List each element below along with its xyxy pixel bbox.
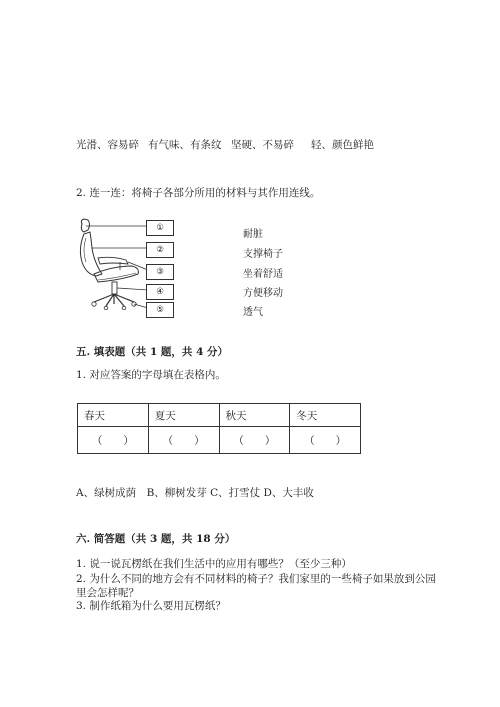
answer-blank-winter[interactable]: （ ） [290,427,361,454]
season-cell-spring: 春天 [78,404,149,427]
answer-blank-autumn[interactable]: （ ） [219,427,290,454]
season-cell-autumn: 秋天 [219,404,290,427]
section-6-question-2-line-1: 2. 为什么不同的地方会有不同材料的椅子？我们家里的一些椅子如果放到公园 [76,573,436,585]
section-5-title: 五. 填表题（共 1 题，共 4 分） [76,346,229,358]
function-5: 透气 [243,307,263,318]
property-4: 轻、颜色鲜艳 [311,139,374,151]
material-properties-row [76,137,396,151]
section-5-options: A、绿树成荫 B、柳树发芽 C、打雪仗 D、大丰收 [76,487,314,499]
property-1: 光滑、容易碎 [76,139,139,151]
function-1: 耐脏 [243,229,263,240]
season-cell-summer: 夏天 [148,404,219,427]
section-6-question-3: 3. 制作纸箱为什么要用瓦楞纸？ [76,600,226,612]
section-6-title: 六. 简答题（共 3 题，共 18 分） [76,533,236,545]
section-6-question-2-line-2: 里会怎样呢？ [76,587,139,599]
season-cell-winter: 冬天 [290,404,361,427]
answer-blank-summer[interactable]: （ ） [148,427,219,454]
label-box-3: ③ [146,264,174,280]
property-2: 有气味、有条纹 [148,139,222,151]
function-4: 方便移动 [243,288,283,299]
label-box-1: ① [146,220,174,236]
question-2-text: 2. 连一连：将椅子各部分所用的材料与其作用连线。 [76,187,321,199]
label-box-4: ④ [146,284,174,300]
label-box-2: ② [146,242,174,258]
property-3: 坚硬、不易碎 [231,139,294,151]
answer-blank-spring[interactable]: （ ） [78,427,149,454]
section-5-question-1: 1. 对应答案的字母填在表格内。 [76,369,226,381]
season-answer-table [77,403,361,454]
label-box-5: ⑤ [146,302,174,318]
function-2: 支撑椅子 [243,249,283,260]
section-6-question-1: 1. 说一说瓦楞纸在我们生活中的应用有哪些？（至少三种） [76,558,352,570]
function-3: 坐着舒适 [243,269,283,280]
